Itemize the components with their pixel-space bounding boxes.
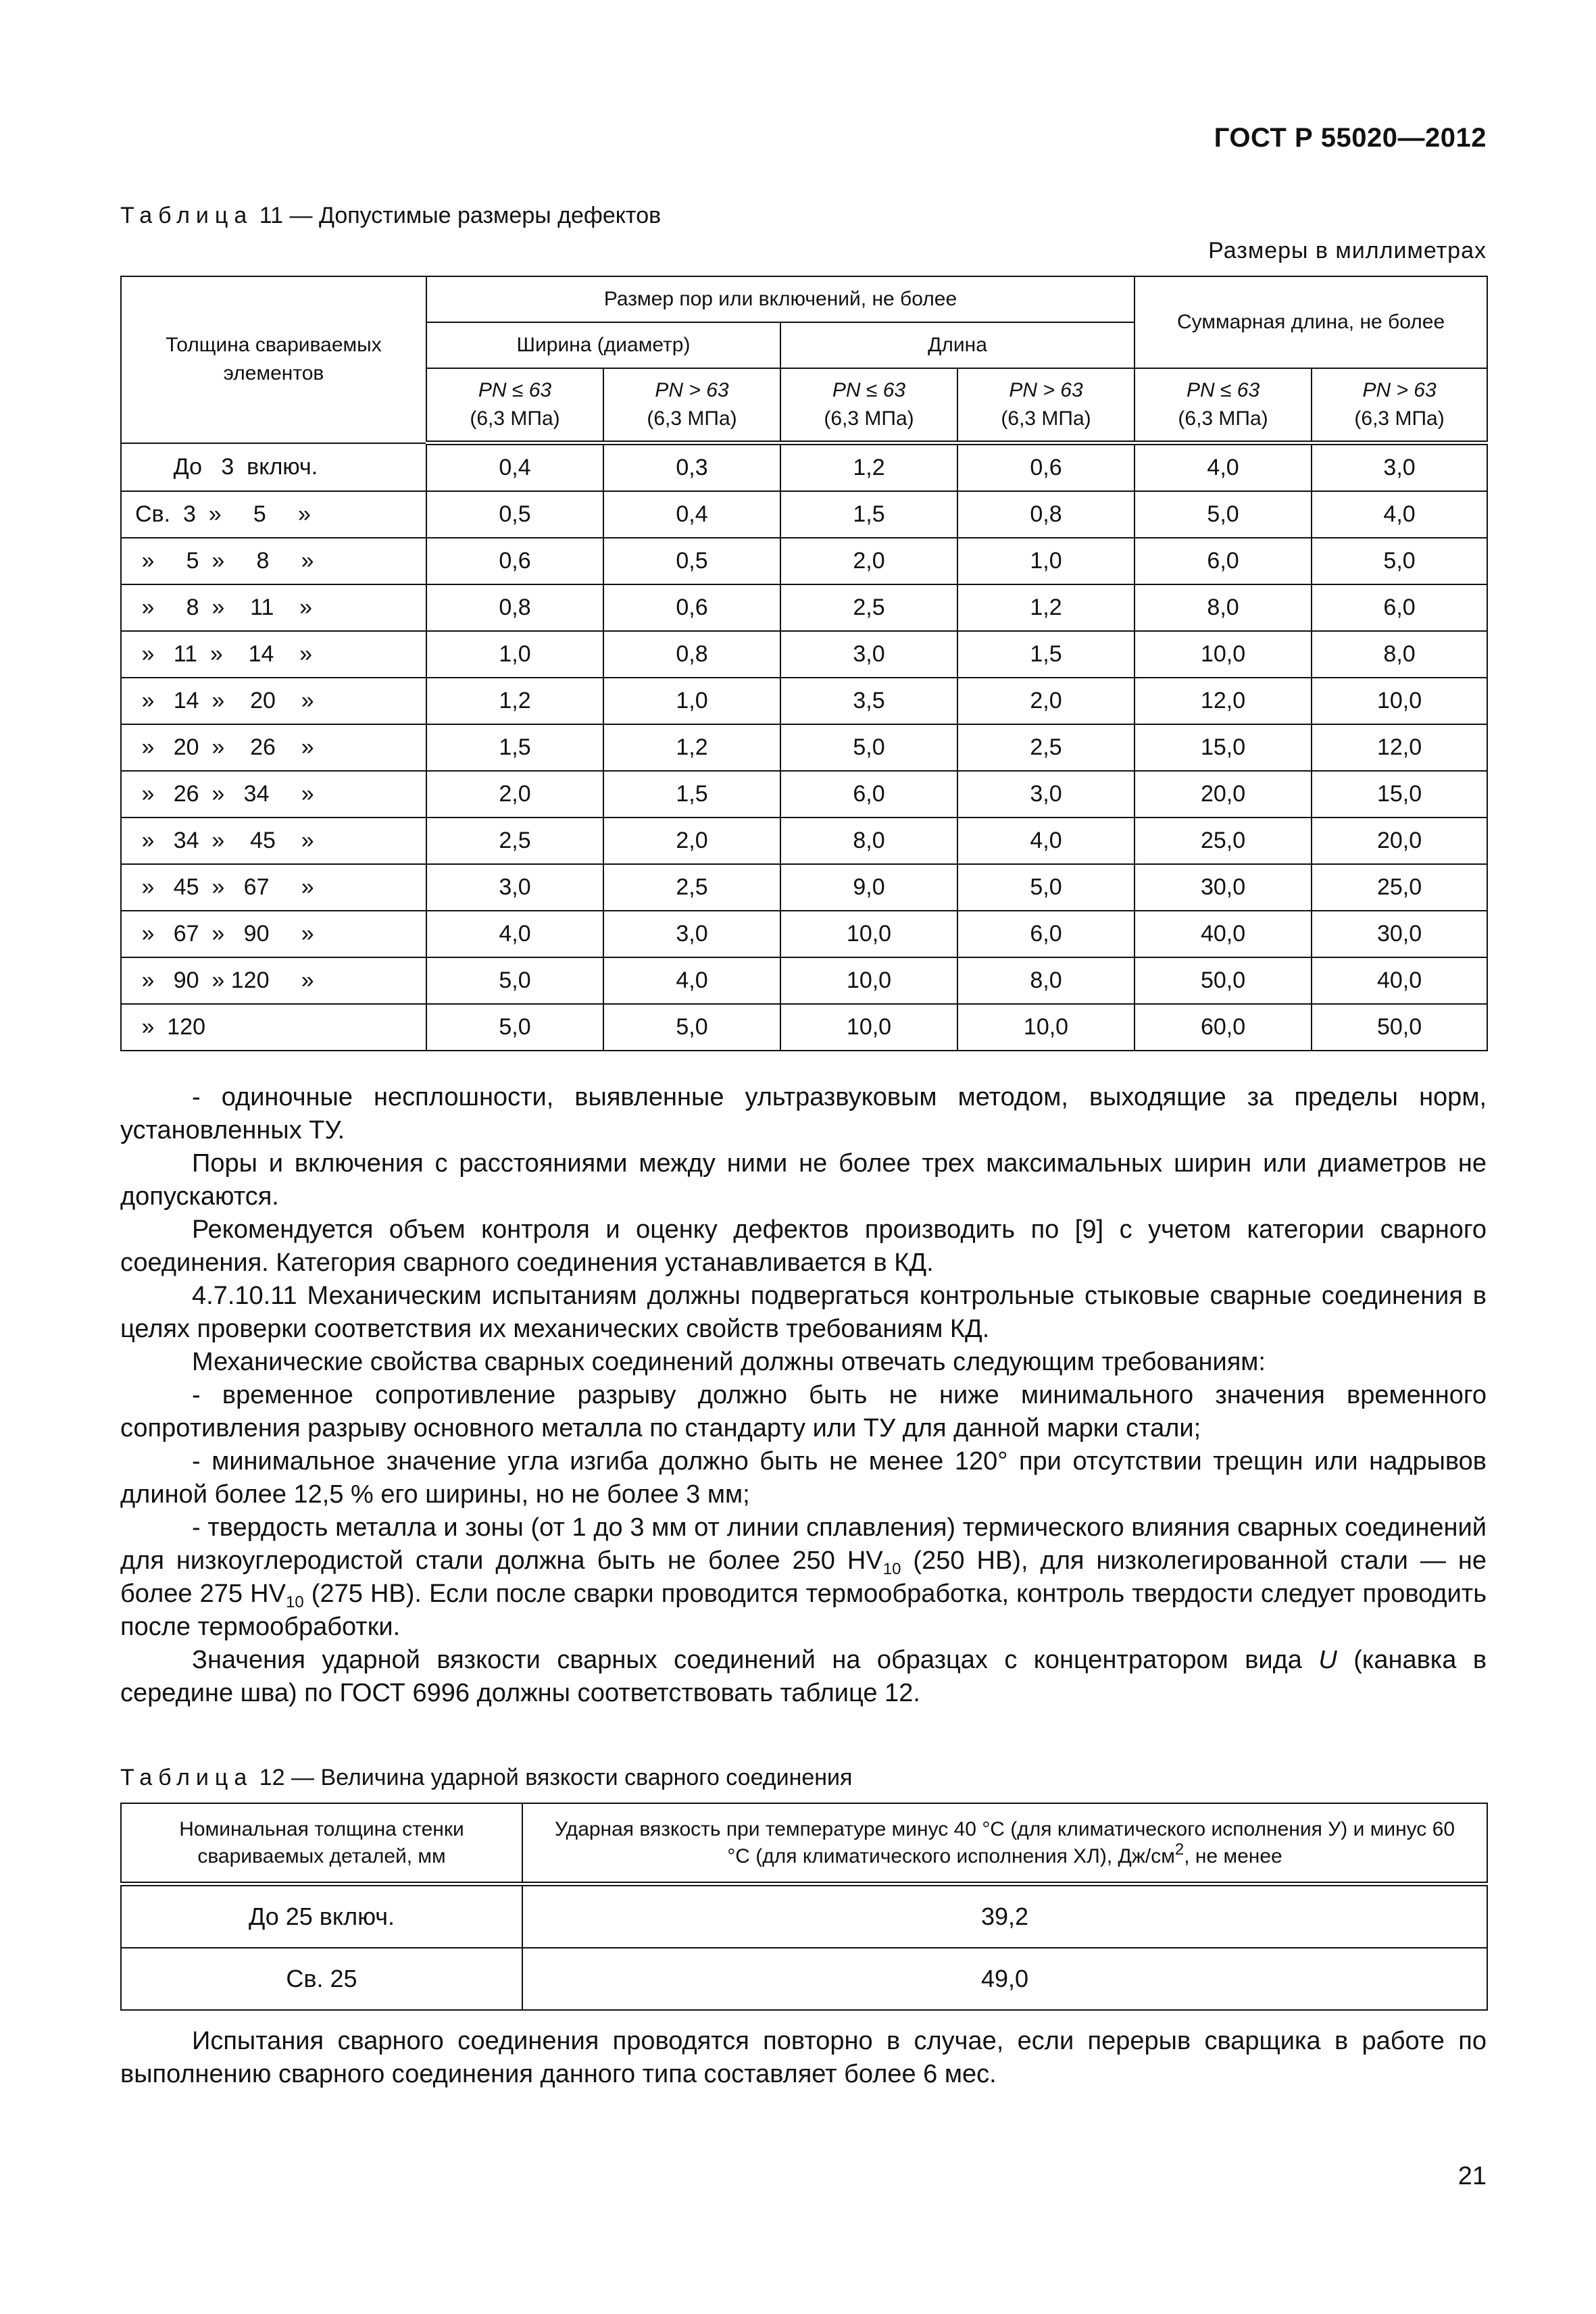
paragraph: - временное сопротивление разрыву должно быть не ниже минимального значения временного сопротивления разрыву основного металла по стандарту или ТУ для данной марки стали; bbox=[120, 1381, 1487, 1442]
table-row bbox=[121, 491, 1487, 538]
table-cell: 6,0 bbox=[1134, 538, 1312, 584]
table-cell: 10,0 bbox=[1134, 631, 1312, 678]
table-cell: 3,0 bbox=[957, 771, 1134, 818]
table-cell: 10,0 bbox=[780, 957, 957, 1004]
header-pressure-class bbox=[603, 368, 780, 443]
header-impact-strength bbox=[522, 1803, 1487, 1884]
header-wall-thickness-label: Номинальная толщина стенки свариваемых деталей, мм bbox=[179, 1817, 464, 1867]
caption-title: 11 — Допустимые размеры дефектов bbox=[253, 203, 662, 228]
paragraph: Поры и включения с расстояниями между ними не более трех максимальных ширин или диаметров не допускаются. bbox=[120, 1149, 1487, 1211]
table-row bbox=[121, 443, 1487, 492]
table-row bbox=[121, 818, 1487, 864]
paragraph-hardness bbox=[120, 1511, 1487, 1644]
page-number: 21 bbox=[1457, 2162, 1487, 2190]
header-length bbox=[780, 322, 1134, 368]
table-cell: 40,0 bbox=[1134, 911, 1312, 957]
table-cell: 0,6 bbox=[957, 443, 1134, 492]
table-cell: 5,0 bbox=[1312, 538, 1487, 584]
table-cell: 1,0 bbox=[426, 631, 603, 678]
paragraph: 4.7.10.11 Механическим испытаниям должны подвергаться контрольные стыковые сварные соединения в целях проверки соответствия их механических свойств требованиям КД. bbox=[120, 1282, 1487, 1343]
table-row bbox=[121, 771, 1487, 818]
table-cell: 30,0 bbox=[1134, 864, 1312, 911]
pressure-mpa: (6,3 МПа) bbox=[1001, 407, 1091, 430]
row-thickness-label: » 5 » 8 » bbox=[121, 538, 426, 584]
impact-table-header bbox=[121, 1803, 1487, 1884]
table-row bbox=[121, 538, 1487, 584]
table-cell: 6,0 bbox=[1312, 584, 1487, 631]
table-cell: 1,0 bbox=[603, 678, 780, 724]
text-run: Значения ударной вязкости сварных соединений на образцах с концентратором вида bbox=[192, 1646, 1319, 1674]
table-cell: 5,0 bbox=[1134, 491, 1312, 538]
header-pressure-class bbox=[1134, 368, 1312, 443]
header-pressure-class bbox=[1312, 368, 1487, 443]
table-cell: 6,0 bbox=[957, 911, 1134, 957]
table-cell: 1,5 bbox=[603, 771, 780, 818]
impact-table-body bbox=[121, 1803, 1487, 2010]
table-cell: 12,0 bbox=[1312, 724, 1487, 771]
defects-table bbox=[120, 276, 1488, 1051]
pressure-mpa: (6,3 МПа) bbox=[1354, 407, 1445, 430]
table-cell: 15,0 bbox=[1312, 771, 1487, 818]
table-11-caption bbox=[120, 203, 661, 229]
table-cell: 1,0 bbox=[957, 538, 1134, 584]
table-cell: 1,5 bbox=[426, 724, 603, 771]
row-thickness-label: Св. 25 bbox=[121, 1948, 522, 2010]
header-pressure-class bbox=[780, 368, 957, 443]
row-thickness-label: Св. 3 » 5 » bbox=[121, 491, 426, 538]
header-impact-text: Ударная вязкость при температуре минус 40 °С (для климатического исполнения У) и минус 60 °С (для климатического исполнения ХЛ), Дж/см bbox=[554, 1817, 1455, 1867]
subscript: 10 bbox=[285, 1593, 304, 1611]
table-cell: 1,2 bbox=[957, 584, 1134, 631]
caption-word: Таблица bbox=[120, 203, 253, 228]
row-thickness-label: » 90 » 120 » bbox=[121, 957, 426, 1004]
table-cell: 15,0 bbox=[1134, 724, 1312, 771]
table-cell: 1,2 bbox=[426, 678, 603, 724]
table-row bbox=[121, 911, 1487, 957]
paragraph: Механические свойства сварных соединений должны отвечать следующим требованиям: bbox=[192, 1348, 1266, 1376]
caption-title: 12 — Величина ударной вязкости сварного соединения bbox=[253, 1765, 853, 1790]
table-cell: 2,5 bbox=[957, 724, 1134, 771]
table-cell: 0,8 bbox=[603, 631, 780, 678]
row-thickness-label: » 67 » 90 » bbox=[121, 911, 426, 957]
header-pressure-class bbox=[426, 368, 603, 443]
paragraph: Рекомендуется объем контроля и оценку дефектов производить по [9] с учетом категории сварного соединения. Категория сварного соединения устанавливается в КД. bbox=[120, 1215, 1487, 1277]
table-cell: 2,5 bbox=[603, 864, 780, 911]
table-cell: 9,0 bbox=[780, 864, 957, 911]
pressure-limit: PN > 63 bbox=[1009, 379, 1083, 401]
table-row bbox=[121, 678, 1487, 724]
table-cell: 25,0 bbox=[1312, 864, 1487, 911]
pressure-mpa: (6,3 МПа) bbox=[470, 407, 560, 430]
paragraph-impact bbox=[120, 1644, 1487, 1710]
table-cell: 5,0 bbox=[426, 957, 603, 1004]
table-cell: 0,6 bbox=[603, 584, 780, 631]
text-run: (250 HB), для низколегированной стали — не более 275 HV bbox=[120, 1546, 1487, 1608]
table-cell: 12,0 bbox=[1134, 678, 1312, 724]
text-run: - твердость металла и зоны (от 1 до 3 мм от линии сплавления) термического влияния сварных соединений для низкоуглеродистой стали должна быть не более 250 HV bbox=[120, 1513, 1487, 1575]
table-cell: 2,0 bbox=[957, 678, 1134, 724]
table-cell: 0,8 bbox=[426, 584, 603, 631]
italic-symbol: U bbox=[1318, 1646, 1337, 1674]
table-cell: 3,0 bbox=[603, 911, 780, 957]
table-cell: 4,0 bbox=[1312, 491, 1487, 538]
header-impact-suffix: , не менее bbox=[1184, 1844, 1282, 1867]
paragraph: - одиночные несплошности, выявленные ультразвуковым методом, выходящие за пределы норм, установленных ТУ. bbox=[120, 1083, 1487, 1145]
header-length-label: Длина bbox=[928, 334, 987, 356]
table-cell: 0,4 bbox=[603, 491, 780, 538]
table-12-caption bbox=[120, 1765, 852, 1791]
table-cell: 40,0 bbox=[1312, 957, 1487, 1004]
pressure-limit: PN > 63 bbox=[655, 379, 729, 401]
table-cell: 0,5 bbox=[603, 538, 780, 584]
paragraph: Испытания сварного соединения проводятся повторно в случае, если перерыв сварщика в работе по выполнению сварного соединения данного типа составляет более 6 мес. bbox=[120, 2027, 1487, 2088]
table-cell: 0,3 bbox=[603, 443, 780, 492]
table-cell: 4,0 bbox=[957, 818, 1134, 864]
table-cell: 6,0 bbox=[780, 771, 957, 818]
table-cell: 5,0 bbox=[603, 1004, 780, 1051]
table-cell: 25,0 bbox=[1134, 818, 1312, 864]
table-cell: 0,8 bbox=[957, 491, 1134, 538]
table-cell: 10,0 bbox=[780, 1004, 957, 1051]
caption-word: Таблица bbox=[120, 1765, 253, 1790]
header-pressure-class bbox=[957, 368, 1134, 443]
table-row bbox=[121, 724, 1487, 771]
table-cell: 8,0 bbox=[1312, 631, 1487, 678]
table-cell: 1,5 bbox=[957, 631, 1134, 678]
impact-table bbox=[120, 1803, 1488, 2011]
impact-value: 39,2 bbox=[522, 1884, 1487, 1948]
header-thickness-label: Толщина свариваемых элементов bbox=[166, 334, 382, 385]
table-cell: 3,0 bbox=[1312, 443, 1487, 492]
table-cell: 8,0 bbox=[780, 818, 957, 864]
pressure-limit: PN > 63 bbox=[1362, 379, 1437, 401]
document-code: ГОСТ Р 55020—2012 bbox=[1214, 123, 1487, 153]
table-row bbox=[121, 864, 1487, 911]
row-thickness-label: До 3 включ. bbox=[121, 443, 426, 492]
table-cell: 5,0 bbox=[780, 724, 957, 771]
text-run: (275 HB). Если после сварки проводится термообработка, контроль твердости следует проводить после термообработки. bbox=[120, 1580, 1487, 1641]
table-cell: 2,0 bbox=[603, 818, 780, 864]
pressure-mpa: (6,3 МПа) bbox=[824, 407, 914, 430]
table-row bbox=[121, 1948, 1487, 2010]
row-thickness-label: » 34 » 45 » bbox=[121, 818, 426, 864]
table-cell: 50,0 bbox=[1134, 957, 1312, 1004]
table-row bbox=[121, 1884, 1487, 1948]
table-cell: 10,0 bbox=[957, 1004, 1134, 1051]
superscript: 2 bbox=[1174, 1840, 1184, 1859]
subscript: 10 bbox=[882, 1560, 901, 1578]
header-wall-thickness bbox=[121, 1803, 522, 1884]
table-cell: 2,5 bbox=[780, 584, 957, 631]
table-cell: 10,0 bbox=[1312, 678, 1487, 724]
table-cell: 8,0 bbox=[1134, 584, 1312, 631]
table-cell: 50,0 bbox=[1312, 1004, 1487, 1051]
table-cell: 1,5 bbox=[780, 491, 957, 538]
row-thickness-label: » 11 » 14 » bbox=[121, 631, 426, 678]
table-cell: 4,0 bbox=[603, 957, 780, 1004]
table-cell: 30,0 bbox=[1312, 911, 1487, 957]
header-width bbox=[426, 322, 780, 368]
table-cell: 2,0 bbox=[780, 538, 957, 584]
table-cell: 3,0 bbox=[780, 631, 957, 678]
row-thickness-label: » 20 » 26 » bbox=[121, 724, 426, 771]
table-cell: 2,5 bbox=[426, 818, 603, 864]
table-cell: 20,0 bbox=[1312, 818, 1487, 864]
table-cell: 3,0 bbox=[426, 864, 603, 911]
table-cell: 0,6 bbox=[426, 538, 603, 584]
table-cell: 0,5 bbox=[426, 491, 603, 538]
table-cell: 2,0 bbox=[426, 771, 603, 818]
pressure-limit: PN ≤ 63 bbox=[1186, 379, 1260, 401]
defects-table-body bbox=[121, 276, 1487, 1051]
table-cell: 20,0 bbox=[1134, 771, 1312, 818]
pressure-mpa: (6,3 МПа) bbox=[1178, 407, 1268, 430]
header-thickness bbox=[121, 276, 426, 443]
table-cell: 4,0 bbox=[1134, 443, 1312, 492]
pressure-limit: PN ≤ 63 bbox=[832, 379, 906, 401]
row-thickness-label: » 120 bbox=[121, 1004, 426, 1051]
row-thickness-label: » 8 » 11 » bbox=[121, 584, 426, 631]
header-total-length bbox=[1134, 276, 1487, 368]
table-cell: 0,4 bbox=[426, 443, 603, 492]
impact-value: 49,0 bbox=[522, 1948, 1487, 2010]
units-note: Размеры в миллиметрах bbox=[1208, 238, 1487, 263]
table-cell: 1,2 bbox=[603, 724, 780, 771]
table-row bbox=[121, 1004, 1487, 1051]
table-cell: 3,5 bbox=[780, 678, 957, 724]
header-pores bbox=[426, 276, 1134, 322]
table-row bbox=[121, 584, 1487, 631]
row-thickness-label: » 45 » 67 » bbox=[121, 864, 426, 911]
row-thickness-label: До 25 включ. bbox=[121, 1884, 522, 1948]
table-cell: 4,0 bbox=[426, 911, 603, 957]
table-cell: 5,0 bbox=[426, 1004, 603, 1051]
pressure-limit: PN ≤ 63 bbox=[478, 379, 552, 401]
table-row bbox=[121, 631, 1487, 678]
paragraph: - минимальное значение угла изгиба должно быть не менее 120° при отсутствии трещин или надрывов длиной более 12,5 % его ширины, но не более 3 мм; bbox=[120, 1447, 1487, 1509]
table-cell: 1,2 bbox=[780, 443, 957, 492]
body-text bbox=[120, 1081, 1487, 1710]
header-total-length-label: Суммарная длина, не более bbox=[1176, 311, 1445, 333]
row-thickness-label: » 14 » 20 » bbox=[121, 678, 426, 724]
text-run: (канавка в середине шва) по ГОСТ 6996 должны соответствовать таблице 12. bbox=[120, 1646, 1487, 1707]
table-cell: 60,0 bbox=[1134, 1004, 1312, 1051]
table-cell: 5,0 bbox=[957, 864, 1134, 911]
row-thickness-label: » 26 » 34 » bbox=[121, 771, 426, 818]
closing-text bbox=[120, 2025, 1487, 2091]
header-pores-label: Размер пор или включений, не более bbox=[603, 288, 957, 310]
table-row bbox=[121, 957, 1487, 1004]
pressure-mpa: (6,3 МПа) bbox=[647, 407, 737, 430]
table-cell: 10,0 bbox=[780, 911, 957, 957]
header-width-label: Ширина (диаметр) bbox=[516, 334, 691, 356]
table-cell: 8,0 bbox=[957, 957, 1134, 1004]
